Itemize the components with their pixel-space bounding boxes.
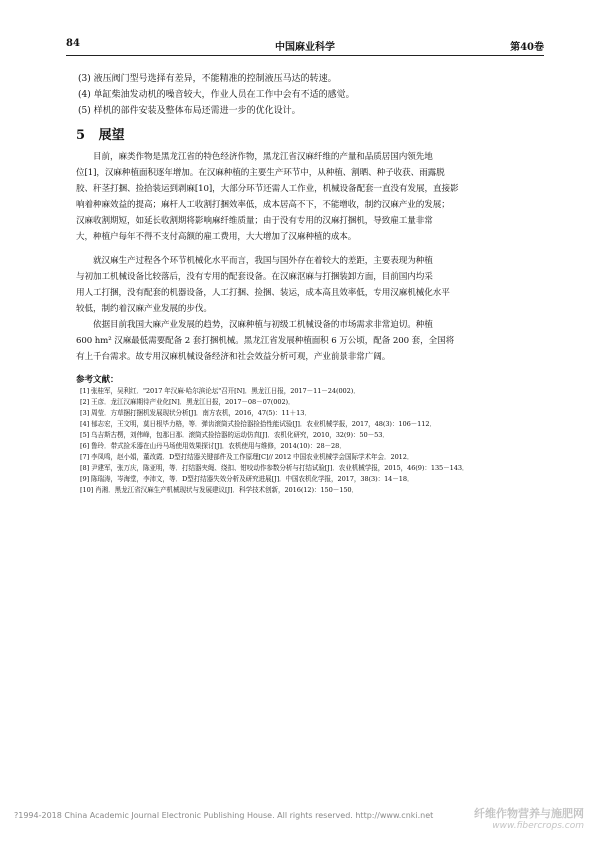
paragraph-line: 汉麻收割期短，如延长收割期将影响麻纤维质量；由于没有专用的汉麻打捆机，导致雇工量非常 [76, 216, 433, 226]
issue-item: (3) 液压阀门型号选择有差异，不能精准的控制液压马达的转速。 [78, 74, 337, 84]
paragraph-line: 600 hm² 汉麻最低需要配备 2 套打捆机械。黑龙江省发展种植面积 6 万公顷，配备 200 套，全国将 [76, 336, 455, 346]
reference-item: [8] 尹建军，张万庆，陈亚明，等．打结器夹绳、绕扣、钳咬动作参数分析与打结试验[J]．农业机械学报，2015，46(9)：135－143． [80, 464, 469, 472]
watermark-en: www.fibercrops.com [492, 821, 584, 831]
references-heading: 参考文献： [76, 375, 119, 385]
section-number: 5 [76, 128, 86, 143]
paragraph-line: 就汉麻生产过程各个环节机械化水平而言，我国与国外存在着较大的差距，主要表现为种植 [93, 256, 433, 266]
issue-item: (4) 单缸柴油发动机的噪音较大，作业人员在工作中会有不适的感觉。 [78, 90, 355, 100]
page-footer [14, 807, 584, 831]
page-number: 84 [66, 38, 80, 49]
section-title: 展望 [98, 128, 125, 143]
header-rule [66, 55, 544, 56]
reference-item: [9] 陈瑞涛，岑海堂，李沛文，等．D型打结器失效分析及研究进展[J]．中国农机化学报，2017，38(3)：14－18． [80, 475, 414, 483]
reference-item: [7] 李凤鸣，赵小娟，董改霞．D型打结器关键部件及工作原理[C]// 2012 中国农业机械学会国际学术年会．2012． [80, 453, 414, 461]
reference-item: [3] 周莹．方草捆打捆机发展现状分析[J]．南方农机，2016，47(5)：11＋13． [80, 409, 311, 417]
watermark-cn: 纤维作物营养与施肥网 [474, 807, 584, 820]
paragraph-line: 用人工打捆，没有配套的机器设备，人工打捆、捡捆、装运，成本高且效率低，专用汉麻机械化水平 [76, 288, 450, 298]
reference-item: [2] 王彦．龙江汉麻期待产业化[N]．黑龙江日报，2017－08－07(002)． [80, 398, 295, 406]
paragraph-line: 目前，麻类作物是黑龙江省的特色经济作物，黑龙江省汉麻纤维的产量和品质居国内领先地 [93, 152, 433, 162]
reference-item: [10] 肖湘．黑龙江省汉麻生产机械现状与发展建议[J]．科学技术创新，2016(12)：150－150． [80, 486, 359, 494]
paragraph-line: 胶、秆茎打捆、捡拾装运到剥麻[10]，大部分环节还需人工作业，机械设备配套一直没有发展，直接影 [76, 184, 459, 194]
paragraph-line: 较低，制约着汉麻产业发展的步伐。 [76, 304, 212, 314]
issue-list [78, 71, 548, 119]
paragraph-line: 有上千台需求。故专用汉麻机械设备经济和社会效益分析可观，产业前景非常广阔。 [76, 352, 391, 362]
reference-item: [1] 张桂军，吴利红．"2017 年汉麻·哈尔滨论坛"召开[N]．黑龙江日报，2017－11－24(002)． [80, 387, 360, 395]
body-text [76, 149, 548, 365]
paragraph-line: 响着种麻效益的提高；麻杆人工收割打捆效率低，成本居高不下，不能增收，制约汉麻产业的发展； [76, 200, 450, 210]
watermark [474, 805, 584, 831]
issue-item: (5) 样机的部件安装及整体布局还需进一步的优化设计。 [78, 106, 301, 116]
paragraph-line: 位[1]，汉麻种植面积逐年增加。在汉麻种植的主要生产环节中，从种植、割晒、种子收获、雨露脱 [76, 168, 445, 178]
running-header [66, 38, 544, 54]
volume-label: 第40卷 [510, 42, 544, 53]
journal-title: 中国麻业科学 [275, 42, 335, 53]
reference-item: [6] 鲁玲．带式捡禾器在山丹马场使用效果探讨[J]．农机使用与维修，2014(10)：28－28． [80, 442, 346, 450]
reference-list [80, 386, 550, 496]
reference-item: [4] 郁志宏，王文明，莫日根毕力格，等．弹齿滚筒式捡拾器捡拾性能试验[J]．农业机械学报，2017，48(3)：106－112． [80, 420, 436, 428]
paragraph-line: 依据目前我国大麻产业发展的趋势，汉麻种植与初级工机械设备的市场需求非常迫切。种植 [93, 320, 433, 330]
paragraph-line: 与初加工机械设备比较落后，没有专用的配套设备。在汉麻沤麻与打捆装卸方面，目前国内均采 [76, 272, 433, 282]
section-heading [76, 124, 125, 143]
copyright-notice: ?1994-2018 China Academic Journal Electronic Publishing House. All rights reserved. http://www.cnki.net [14, 811, 434, 820]
reference-item: [5] 乌吉斯古楞，刘伟峰，包那日那．滚筒式捡拾器的运动仿真[J]．农机化研究，2010，32(9)：50－53． [80, 431, 389, 439]
paragraph-line: 大，种植户每年不得不支付高额的雇工费用，大大增加了汉麻种植的成本。 [76, 232, 357, 242]
